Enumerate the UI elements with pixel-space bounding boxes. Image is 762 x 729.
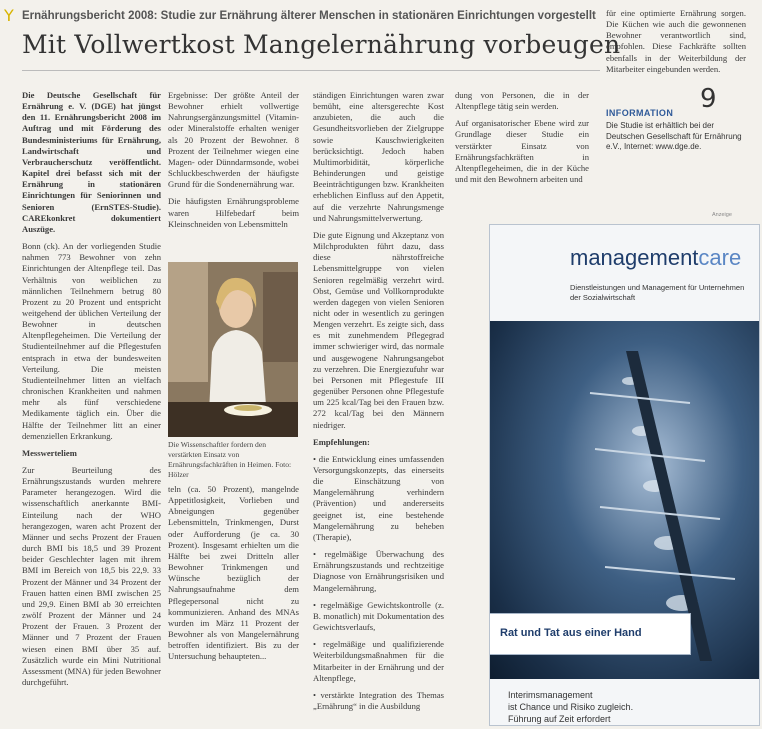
paragraph: teln (ca. 50 Prozent), mangelnde Appetitlosigkeit, Vorlieben und Abneigungen gegenüber Lebensmitteln, Trinkmengen, Durst oder Aufforderung (je ca. 30 Prozent). Insgesamt erhielten um die Hälfte bei zwei Dritteln aller Bewohner Trinkmengen und Wünsche bezüglich der Nahrungsaufnahme dem Pflegepersonal nicht zu kommunizieren. Anhand des MNAs wurden im März 11 Prozent der Bewohner als von Mangelernährung betroffen identifiziert. Bis zu der Untersuchung behaupteten... xyxy=(168,484,299,662)
info-box xyxy=(606,108,746,153)
paragraph: dung von Personen, die in der Altenpflege tätig sein werden. xyxy=(455,90,589,112)
page-number: 9 xyxy=(700,84,717,114)
ad-tag: Anzeige xyxy=(712,212,732,218)
headline: Mit Vollwertkost Mangelernährung vorbeugen xyxy=(22,30,621,59)
caption-text: Die Wissenschaftler fordern den verstärkten Einsatz von Ernährungsfachkräften in Heimen. xyxy=(168,440,274,469)
paragraph: Bonn (ck). An der vorliegenden Studie nahmen 773 Bewohner von zehn Einrichtungen der Altenpflege teil. Das Verhältnis von weiblichen zu männlichen Teilnehmern betrug 80 Prozent zu 20 Prozent und entspricht weitgehend der üblichen Verteilung der Bewohner in deutschen Altenpflegeheimen. Die Verteilung der Studienteilnehmer auf die Pflegestufen entsprach in etwa der bundesweiten Verteilung. Die meisten Studienteilnehmer litten an vielfach chronischen Krankheiten und nahmen mehr als fünf verschiedene Medikamente täglich ein. Über die Hälfte der Teilnehmer litt an einer demenziellen Erkrankung. xyxy=(22,241,161,441)
bullet-item: • die Entwicklung eines umfassenden Versorgungskonzepts, das einerseits die Einschätzung von Mangelernährung verhindern (Prävention) und andererseits geeignet ist, eine bestehende Mangelernährung zu beheben (Therapie), xyxy=(313,453,444,542)
bullet-item: • regelmäßige und qualifizierende Weiterbildungsmaßnahmen für die Mitarbeiter in der Ernährung und der Altenpflege, xyxy=(313,639,444,683)
subheading: Messwerteliem xyxy=(22,447,77,458)
info-text: Die Studie ist erhältlich bei der Deutschen Gesellschaft für Ernährung e.V., Internet: www.dge.de. xyxy=(606,121,742,151)
photo-illustration xyxy=(168,262,298,437)
ad-logo: managementcare xyxy=(570,245,742,270)
lead-paragraph: Die Deutsche Gesellschaft für Ernährung e. V. (DGE) hat jüngst den 11. Ernährungsbericht 2008 im Auftrag und mit Förderung des Bundesministeriums für Ernährung, Landwirtschaft und Verbraucherschutz veröffentlicht. Kapitel drei befasst sich mit der Ernährung in stationären Einrichtungen für Seniorinnen und Senioren (ErnSTES-Studie). CAREkonkret dokumentiert Auszüge. xyxy=(22,90,161,234)
column-2-top xyxy=(168,90,299,258)
paragraph: ständigen Einrichtungen waren zwar bemüht, eine altersgerechte Kost anzubieten, die auch die Gesundheitsvorlieben der Zielgruppe sowie Kauschwierigkeiten berücksichtigt. Jedoch haben Multimorbidität, körperliche Behinderungen und geistige Beeinträchtigungen bzw. Krankheiten erheblichen Einfluss auf den Appetit, auf die verzehrte Nahrungsmenge und Nahrungsmittelverwertung. xyxy=(313,90,444,223)
paragraph: für eine optimierte Ernährung sorgen. Die Küchen wie auch die gewonnenen Bewohner verantwortlich sind, empfohlen. Diese Fachkräfte sollten ebenfalls in der Weiterbildung der Mitarbeiter eingebunden werden. xyxy=(606,8,746,74)
column-1 xyxy=(22,90,161,726)
kicker: Ernährungsbericht 2008: Studie zur Ernährung älterer Menschen in stationären Einrichtungen vorgestellt xyxy=(22,10,596,22)
paragraph: Zur Beurteilung des Ernährungszustands wurden mehrere Parameter herangezogen. Wird die wissenschaftlich anerkannte BMI-Einteilung nach der WHO herangezogen, waren acht Prozent der Männer und sechs Prozent der Frauen durch BMI bis 18,5 und 39 Prozent beider Geschlechter lagen mit ihrem BMI im Bereich von 18,5 bis 22,9. 33 Prozent der Männer und 34 Prozent der Frauen hatten einen BMI zwischen 25 und 29,9. Einen BMI ab 30 erreichten zwölf Prozent der Männer und 24 Prozent der Frauen. 3 Prozent der Männer und 7 Prozent der Frauen wiesen einen BMI über 35 auf. Zusätzlich wurde ein Mini Nutritional Assessment (MNA) für jeden Bewohner durchgeführt. xyxy=(22,465,161,687)
paragraph: Auf organisatorischer Ebene wird zur Grundlage dieser Studie ein verstärkter Einsatz von Ernährungsfachkräften in Altenpflegeheimen, die in der Küche und mit den Bewohnern arbeiten und xyxy=(455,118,589,185)
column-2-bottom xyxy=(168,484,299,726)
paragraph: Die gute Eignung und Akzeptanz von Milchprodukten führt dazu, dass diese nährstoffreiche Lebensmittelgruppe von vielen Senioren regelmäßig verzehrt wird. Obst, Gemüse und Vollkornprodukte werden dagegen von vielen Senioren nicht oder in wesentlich zu geringen Mengen verzehrt. Es zeigte sich, dass es mit zunehmendem Pflegegrad immer schwieriger wird, das normale und ausgewogene Nahrungsangebot zu verzehren. Die Energiezufuhr war bei Personen mit Pflegestufe III gegenüber Personen ohne Pflegestufe um 225 kcal/Tag bei den Frauen bzw. 272 kcal/Tag bei den Männern niedriger. xyxy=(313,229,444,430)
ad-slogan: Rat und Tat aus einer Hand xyxy=(500,627,642,639)
column-4 xyxy=(455,90,589,212)
info-title: INFORMATION xyxy=(606,108,674,118)
photo-caption xyxy=(168,440,299,480)
bullet-item: • verstärkte Integration des Themas „Ernährung“ in die Ausbildung xyxy=(313,689,444,711)
divider xyxy=(22,70,600,71)
column-3 xyxy=(313,90,444,726)
paragraph: Ergebnisse: Der größte Anteil der Bewohner erhielt vollwertige Nahrungsergänzungsmittel (Vitamin- oder Mineralstoffe erhalten weniger als 20 Prozent der Bewohner. 8 Prozent der Teilnehmer wiegen eine Magen- oder Dünndarmsonde, wobei Schluckbeschwerden der häufigste Grund für die Sondenernährung war. xyxy=(168,90,299,190)
bullet-item: • regelmäßige Gewichtskontrolle (z. B. monatlich) mit Dokumentation des Gewichtsverlaufs, xyxy=(313,599,444,633)
article-photo xyxy=(168,262,298,437)
photo-credit: Foto: Hölzer xyxy=(168,460,292,479)
ad-bottom-text: Interimsmanagement ist Chance und Risiko zugleich. Führung auf Zeit erfordert xyxy=(508,690,634,724)
bullet-item: • regelmäßige Überwachung des Ernährungszustands und rechtzeitige Diagnose von Ernährungsrisiken und Mangelernährung, xyxy=(313,549,444,593)
advertisement[interactable] xyxy=(489,224,760,726)
yellow-mark-icon: Y xyxy=(4,6,14,25)
ad-subline: Dienstleistungen und Management für Unternehmen der Sozialwirtschaft xyxy=(570,283,745,302)
subheading: Empfehlungen: xyxy=(313,436,370,447)
column-5 xyxy=(606,8,746,100)
paragraph: Die häufigsten Ernährungsprobleme waren Hilfebedarf beim Kleinschneiden von Lebensmitteln xyxy=(168,196,299,229)
